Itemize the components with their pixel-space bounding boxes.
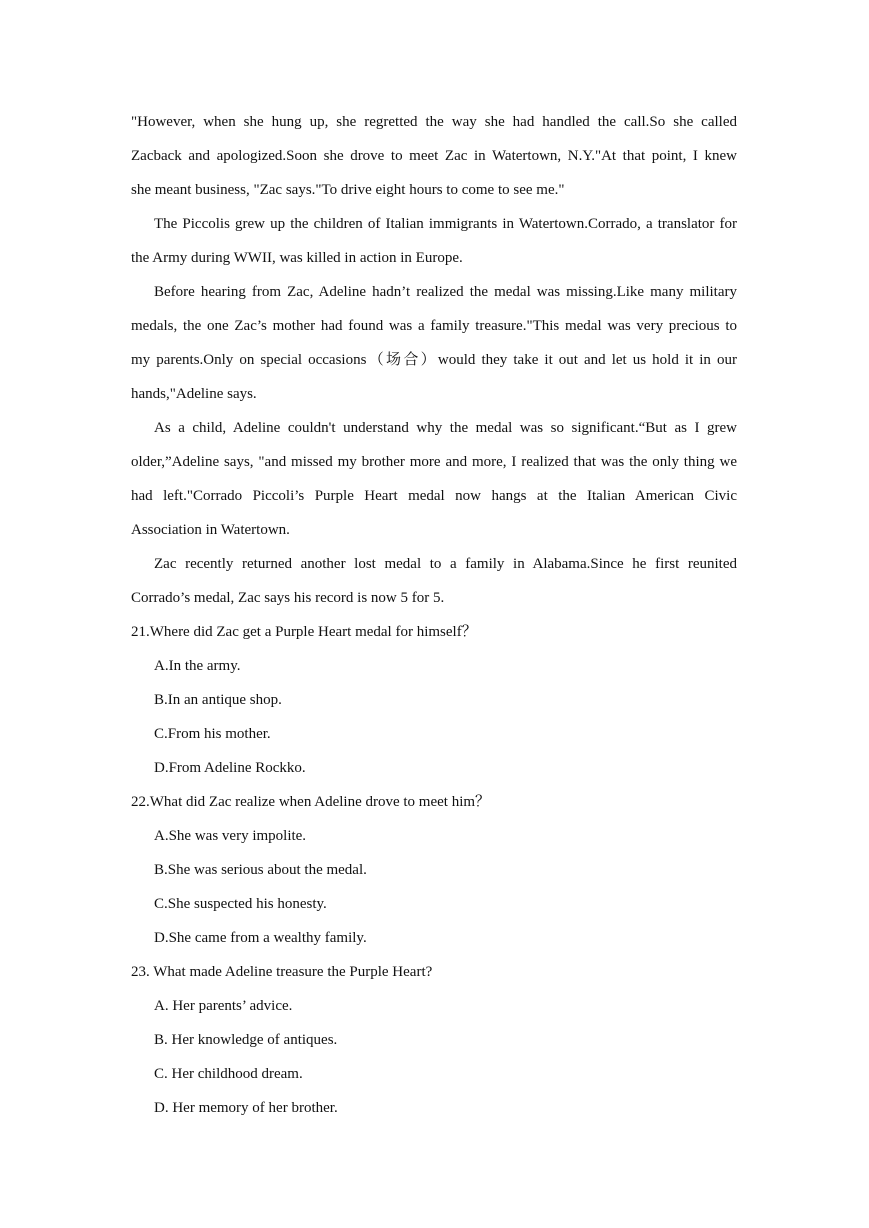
- text-line: Association in Watertown.: [131, 522, 290, 538]
- paragraph-1: [131, 105, 737, 207]
- question-21: [131, 615, 737, 785]
- answer-option: B.In an antique shop.: [154, 692, 282, 708]
- paragraph-3: [131, 275, 737, 411]
- question-stem: 22.What did Zac realize when Adeline drove to meet him？: [131, 794, 491, 810]
- paragraph-2: [131, 207, 737, 275]
- text-line: my parents.Only on special occasions（场合）would they take it out and let us hold it in our: [131, 352, 737, 368]
- answer-option: A.In the army.: [154, 658, 241, 674]
- answer-option: C. Her childhood dream.: [154, 1066, 303, 1082]
- paragraph-4: [131, 411, 737, 547]
- text-line: Corrado’s medal, Zac says his record is now 5 for 5.: [131, 590, 445, 606]
- text-line: she meant business, "Zac says."To drive eight hours to come to see me.": [131, 182, 565, 198]
- text-line: "However, when she hung up, she regretted the way she had handled the call.So she called: [131, 114, 737, 130]
- answer-option: D.From Adeline Rockko.: [154, 760, 306, 776]
- text-line: The Piccolis grew up the children of Italian immigrants in Watertown.Corrado, a translator for: [154, 216, 737, 232]
- text-line: had left."Corrado Piccoli’s Purple Heart medal now hangs at the Italian American Civic: [131, 488, 737, 504]
- text-line: medals, the one Zac’s mother had found was a family treasure."This medal was very precious to: [131, 318, 737, 334]
- answer-option: B. Her knowledge of antiques.: [154, 1032, 338, 1048]
- text-line: hands,"Adeline says.: [131, 386, 257, 402]
- answer-option: D.She came from a wealthy family.: [154, 930, 367, 946]
- question-22: [131, 785, 737, 955]
- answer-option: D. Her memory of her brother.: [154, 1100, 338, 1116]
- answer-option: B.She was serious about the medal.: [154, 862, 367, 878]
- answer-option: A.She was very impolite.: [154, 828, 307, 844]
- answer-option: C.From his mother.: [154, 726, 271, 742]
- answer-option: A. Her parents’ advice.: [154, 998, 293, 1014]
- text-line: Before hearing from Zac, Adeline hadn’t realized the medal was missing.Like many military: [154, 284, 737, 300]
- answer-option: C.She suspected his honesty.: [154, 896, 327, 912]
- document-page: [131, 105, 737, 1125]
- text-line: As a child, Adeline couldn't understand why the medal was so significant.“But as I grew: [154, 420, 737, 436]
- text-line: Zacback and apologized.Soon she drove to meet Zac in Watertown, N.Y."At that point, I knew: [131, 148, 737, 164]
- text-line: older,”Adeline says, "and missed my brother more and more, I realized that was the only thing we: [131, 454, 737, 470]
- question-stem: 21.Where did Zac get a Purple Heart medal for himself？: [131, 624, 477, 640]
- text-line: Zac recently returned another lost medal to a family in Alabama.Since he first reunited: [154, 556, 737, 572]
- paragraph-5: [131, 547, 737, 615]
- question-stem: 23. What made Adeline treasure the Purple Heart?: [131, 964, 433, 980]
- question-23: [131, 955, 737, 1125]
- text-line: the Army during WWII, was killed in action in Europe.: [131, 250, 463, 266]
